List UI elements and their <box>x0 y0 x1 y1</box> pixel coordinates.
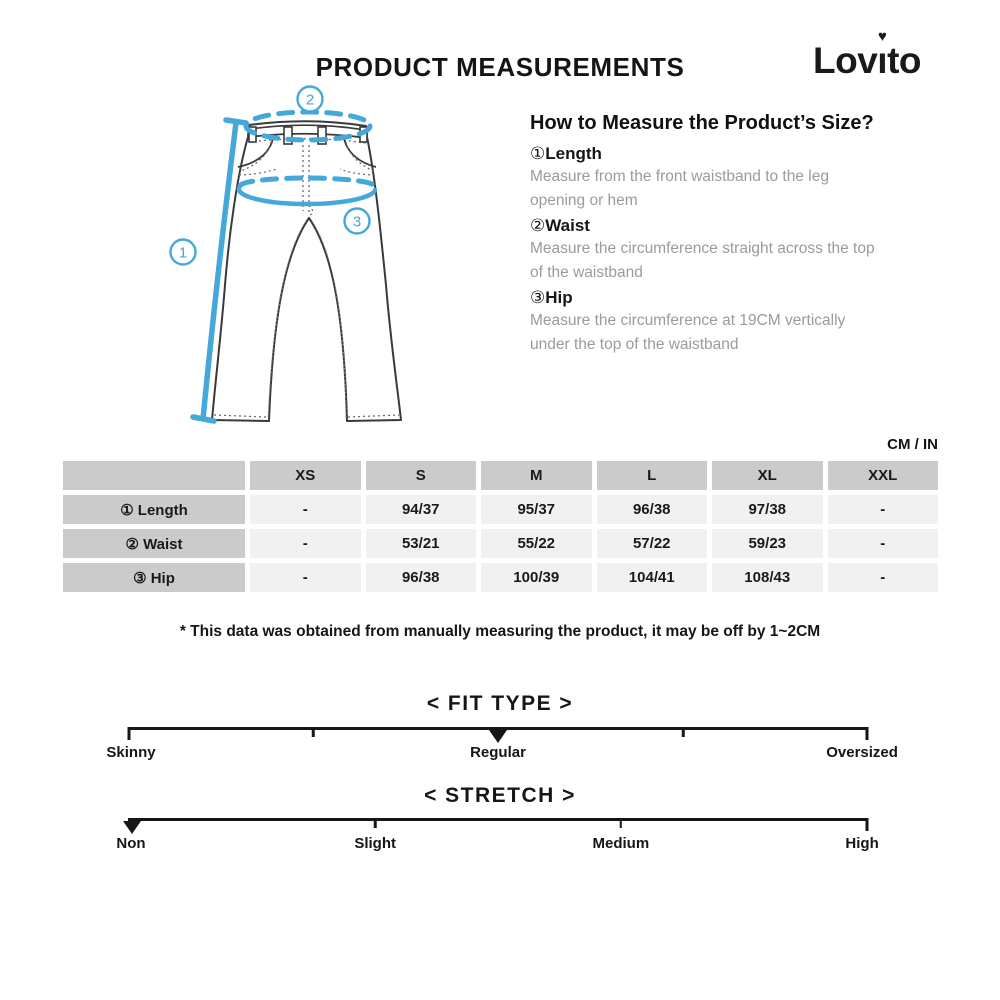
table-value: 59/23 <box>712 529 823 558</box>
table-value: 108/43 <box>712 563 823 592</box>
step-waist-description: Measure the circumference straight across the top of the waistband <box>530 240 875 281</box>
scale-tick <box>682 727 685 737</box>
stretch-scale <box>116 818 879 858</box>
marker-3 <box>345 209 370 234</box>
table-value: 94/37 <box>366 495 477 524</box>
table-header-l: L <box>597 461 708 490</box>
step-hip-description: Measure the circumference at 19CM vertically under the top of the waistband <box>530 312 846 353</box>
table-value: 96/38 <box>366 563 477 592</box>
table-value: - <box>828 563 939 592</box>
table-value: - <box>828 495 939 524</box>
step-hip-number: ③ <box>530 288 546 307</box>
stretch-marker <box>123 821 141 834</box>
brand-logo-text: Lov <box>813 40 878 81</box>
table-value: 95/37 <box>481 495 592 524</box>
table-header-xl: XL <box>712 461 823 490</box>
step-length-number: ① <box>530 144 546 163</box>
stretch-title: < STRETCH > <box>424 784 576 807</box>
fit-type-marker <box>489 730 507 743</box>
scale-tick <box>865 727 868 740</box>
measurement-disclaimer: * This data was obtained from manually measuring the product, it may be off by 1~2CM <box>179 623 821 640</box>
step-length-heading <box>530 144 886 164</box>
stretch-label-high: High <box>845 835 879 852</box>
fit-type-scale <box>106 727 898 767</box>
fit-type-label-oversized: Oversized <box>826 744 898 761</box>
scale-tick <box>865 818 868 831</box>
table-value: - <box>250 529 361 558</box>
scale-tick <box>374 818 377 828</box>
size-table <box>63 461 938 592</box>
marker-2 <box>298 87 323 112</box>
step-waist-number: ② <box>530 216 546 235</box>
marker-1 <box>171 240 196 265</box>
step-hip-heading <box>530 288 886 308</box>
unit-label: CM / IN <box>887 436 938 453</box>
fit-type-label-skinny: Skinny <box>106 744 156 761</box>
table-value: - <box>828 529 939 558</box>
stretch-label-non: Non <box>116 835 146 852</box>
marker-1-number: 1 <box>178 244 188 262</box>
table-value: 104/41 <box>597 563 708 592</box>
step-length-description: Measure from the front waistband to the leg opening or hem <box>530 168 829 209</box>
scale-tick <box>128 727 131 740</box>
brand-logo <box>813 40 921 82</box>
scale-line <box>128 818 868 821</box>
table-header-s: S <box>366 461 477 490</box>
table-value: 97/38 <box>712 495 823 524</box>
brand-logo-text-2: to <box>887 40 921 81</box>
page-title: PRODUCT MEASUREMENTS <box>315 52 685 82</box>
marker-3-number: 3 <box>352 213 362 231</box>
table-header-cell <box>63 461 245 490</box>
table-value: - <box>250 563 361 592</box>
pants-measurement-diagram <box>125 85 495 445</box>
scale-tick <box>620 818 623 828</box>
step-hip-name: Hip <box>545 288 573 307</box>
heart-icon <box>878 29 886 44</box>
table-value: - <box>250 495 361 524</box>
scale-tick <box>312 727 315 737</box>
table-row-label-waist: ② Waist <box>63 529 245 558</box>
table-value: 96/38 <box>597 495 708 524</box>
fit-type-label-regular: Regular <box>470 744 526 761</box>
step-waist-name: Waist <box>545 216 590 235</box>
step-length-name: Length <box>545 144 602 163</box>
table-header-xs: XS <box>250 461 361 490</box>
step-waist-heading <box>530 216 886 236</box>
table-header-xxl: XXL <box>828 461 939 490</box>
stretch-label-medium: Medium <box>592 835 650 852</box>
table-row-label-hip: ③ Hip <box>63 563 245 592</box>
table-value: 100/39 <box>481 563 592 592</box>
table-value: 53/21 <box>366 529 477 558</box>
table-value: 55/22 <box>481 529 592 558</box>
stretch-label-slight: Slight <box>354 835 396 852</box>
brand-logo-dotless-i: ı <box>877 40 888 81</box>
table-header-m: M <box>481 461 592 490</box>
table-row-label-length: ① Length <box>63 495 245 524</box>
table-value: 57/22 <box>597 529 708 558</box>
how-to-measure-section <box>530 112 886 360</box>
marker-2-number: 2 <box>305 91 315 109</box>
how-to-heading: How to Measure the Product’s Size? <box>530 112 874 134</box>
brand-logo-i <box>877 40 887 82</box>
fit-type-title: < FIT TYPE > <box>426 692 574 715</box>
